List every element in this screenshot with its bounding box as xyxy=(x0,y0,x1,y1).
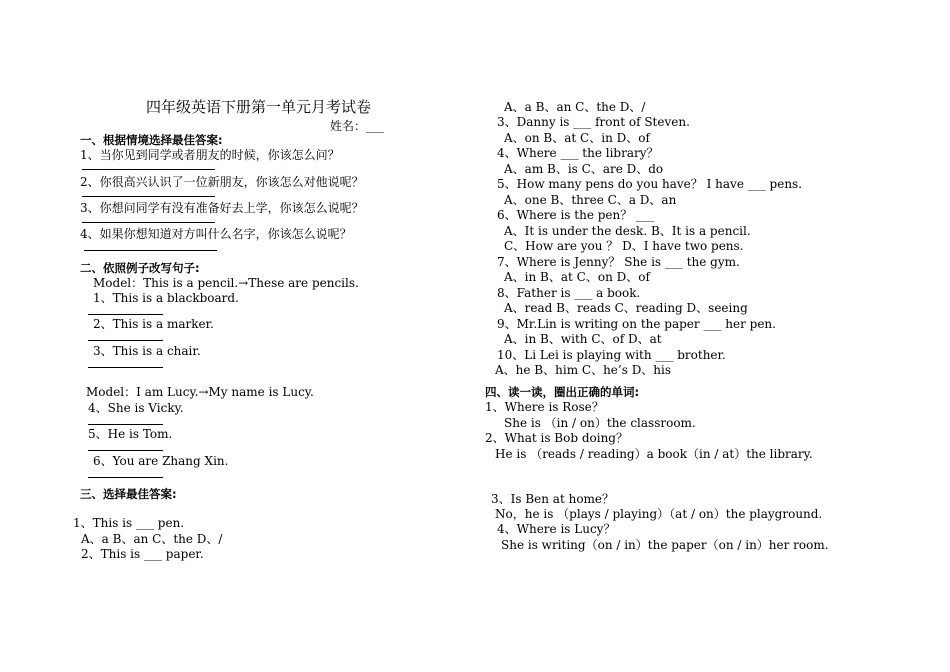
q4-options: A、am B、is C、are D、do xyxy=(504,162,664,176)
answer-line xyxy=(88,477,163,478)
answer-line xyxy=(88,340,163,341)
q8: 8、Father is ___ a book. xyxy=(497,286,641,300)
answer-line xyxy=(82,222,215,223)
section-2-heading: 二、依照例子改写句子: xyxy=(80,261,200,275)
q9: 9、Mr.Lin is writing on the paper ___ her pen. xyxy=(497,317,776,331)
s2-item-3: 3、This is a chair. xyxy=(93,344,201,358)
s3-question-1-options: A、a B、an C、the D、/ xyxy=(81,532,223,546)
q2-options: A、a B、an C、the D、/ xyxy=(504,100,646,114)
q6-options-a: A、It is under the desk. B、It is a pencil. xyxy=(504,224,751,238)
q9-options: A、in B、with C、of D、at xyxy=(504,332,662,346)
model-1: Model：This is a pencil.→These are pencils. xyxy=(93,276,359,290)
q5: 5、How many pens do you have？ I have ___ pens. xyxy=(497,177,803,191)
s3-question-2: 2、This is ___ paper. xyxy=(81,547,204,561)
page-title: 四年级英语下册第一单元月考试卷 xyxy=(146,98,372,116)
s2-item-5: 5、He is Tom. xyxy=(88,427,173,441)
q3-options: A、on B、at C、in D、of xyxy=(504,131,650,145)
answer-line xyxy=(84,250,217,251)
s2-item-4: 4、She is Vicky. xyxy=(88,401,184,415)
q7: 7、Where is Jenny？ She is ___ the gym. xyxy=(497,255,740,269)
s2-item-2: 2、This is a marker. xyxy=(93,317,214,331)
answer-line xyxy=(82,196,215,197)
answer-line xyxy=(88,314,163,315)
s1-question-4: 4、如果你想知道对方叫什么名字，你该怎么说呢？ xyxy=(80,227,352,241)
q10: 10、Li Lei is playing with ___ brother. xyxy=(497,348,726,362)
q5-options: A、one B、three C、a D、an xyxy=(504,193,677,207)
answer-line xyxy=(88,450,163,451)
s2-item-1: 1、This is a blackboard. xyxy=(93,291,239,305)
q7-options: A、in B、at C、on D、of xyxy=(504,270,650,284)
s4-question-2: 2、What is Bob doing？ xyxy=(485,431,628,445)
section-1-heading: 一、根据情境选择最佳答案: xyxy=(80,133,223,147)
q8-options: A、read B、reads C、reading D、seeing xyxy=(504,301,748,315)
section-4-heading: 四、读一读，圈出正确的单词: xyxy=(485,385,640,399)
s4-answer-3: No，he is （plays / playing）（at / on）the playground. xyxy=(495,507,823,521)
answer-line xyxy=(88,367,163,368)
s4-answer-2: He is （reads / reading）a book（in / at）the library. xyxy=(495,447,813,461)
q4: 4、Where ___ the library？ xyxy=(497,146,659,160)
q6: 6、Where is the pen？ ___ xyxy=(497,208,655,222)
answer-line xyxy=(82,169,215,170)
s4-question-1: 1、Where is Rose？ xyxy=(485,400,604,414)
s1-question-1: 1、当你见到同学或者朋友的时候，你该怎么问？ xyxy=(80,148,340,162)
q6-options-b: C、How are you ？ D、I have two pens. xyxy=(504,239,744,253)
s1-question-3: 3、你想问同学有没有准备好去上学，你该怎么说呢？ xyxy=(80,201,364,215)
s3-question-1: 1、This is ___ pen. xyxy=(73,516,185,530)
q10-options: A、he B、him C、he’s D、his xyxy=(495,363,672,377)
s4-question-3: 3、Is Ben at home？ xyxy=(491,492,615,506)
s4-question-4: 4、Where is Lucy？ xyxy=(497,522,616,536)
s2-item-6: 6、You are Zhang Xin. xyxy=(93,454,229,468)
s4-answer-1: She is （in / on）the classroom. xyxy=(504,416,696,430)
name-label: 姓名：___ xyxy=(330,119,385,133)
s1-question-2: 2、你很高兴认识了一位新朋友，你该怎么对他说呢？ xyxy=(80,175,364,189)
section-3-heading: 三、选择最佳答案: xyxy=(80,487,177,501)
s4-answer-4: She is writing（on / in）the paper（on / in）her room. xyxy=(501,538,829,552)
answer-line xyxy=(88,424,163,425)
q3: 3、Danny is ___ front of Steven. xyxy=(497,115,690,129)
model-2: Model：I am Lucy.→My name is Lucy. xyxy=(86,385,314,399)
